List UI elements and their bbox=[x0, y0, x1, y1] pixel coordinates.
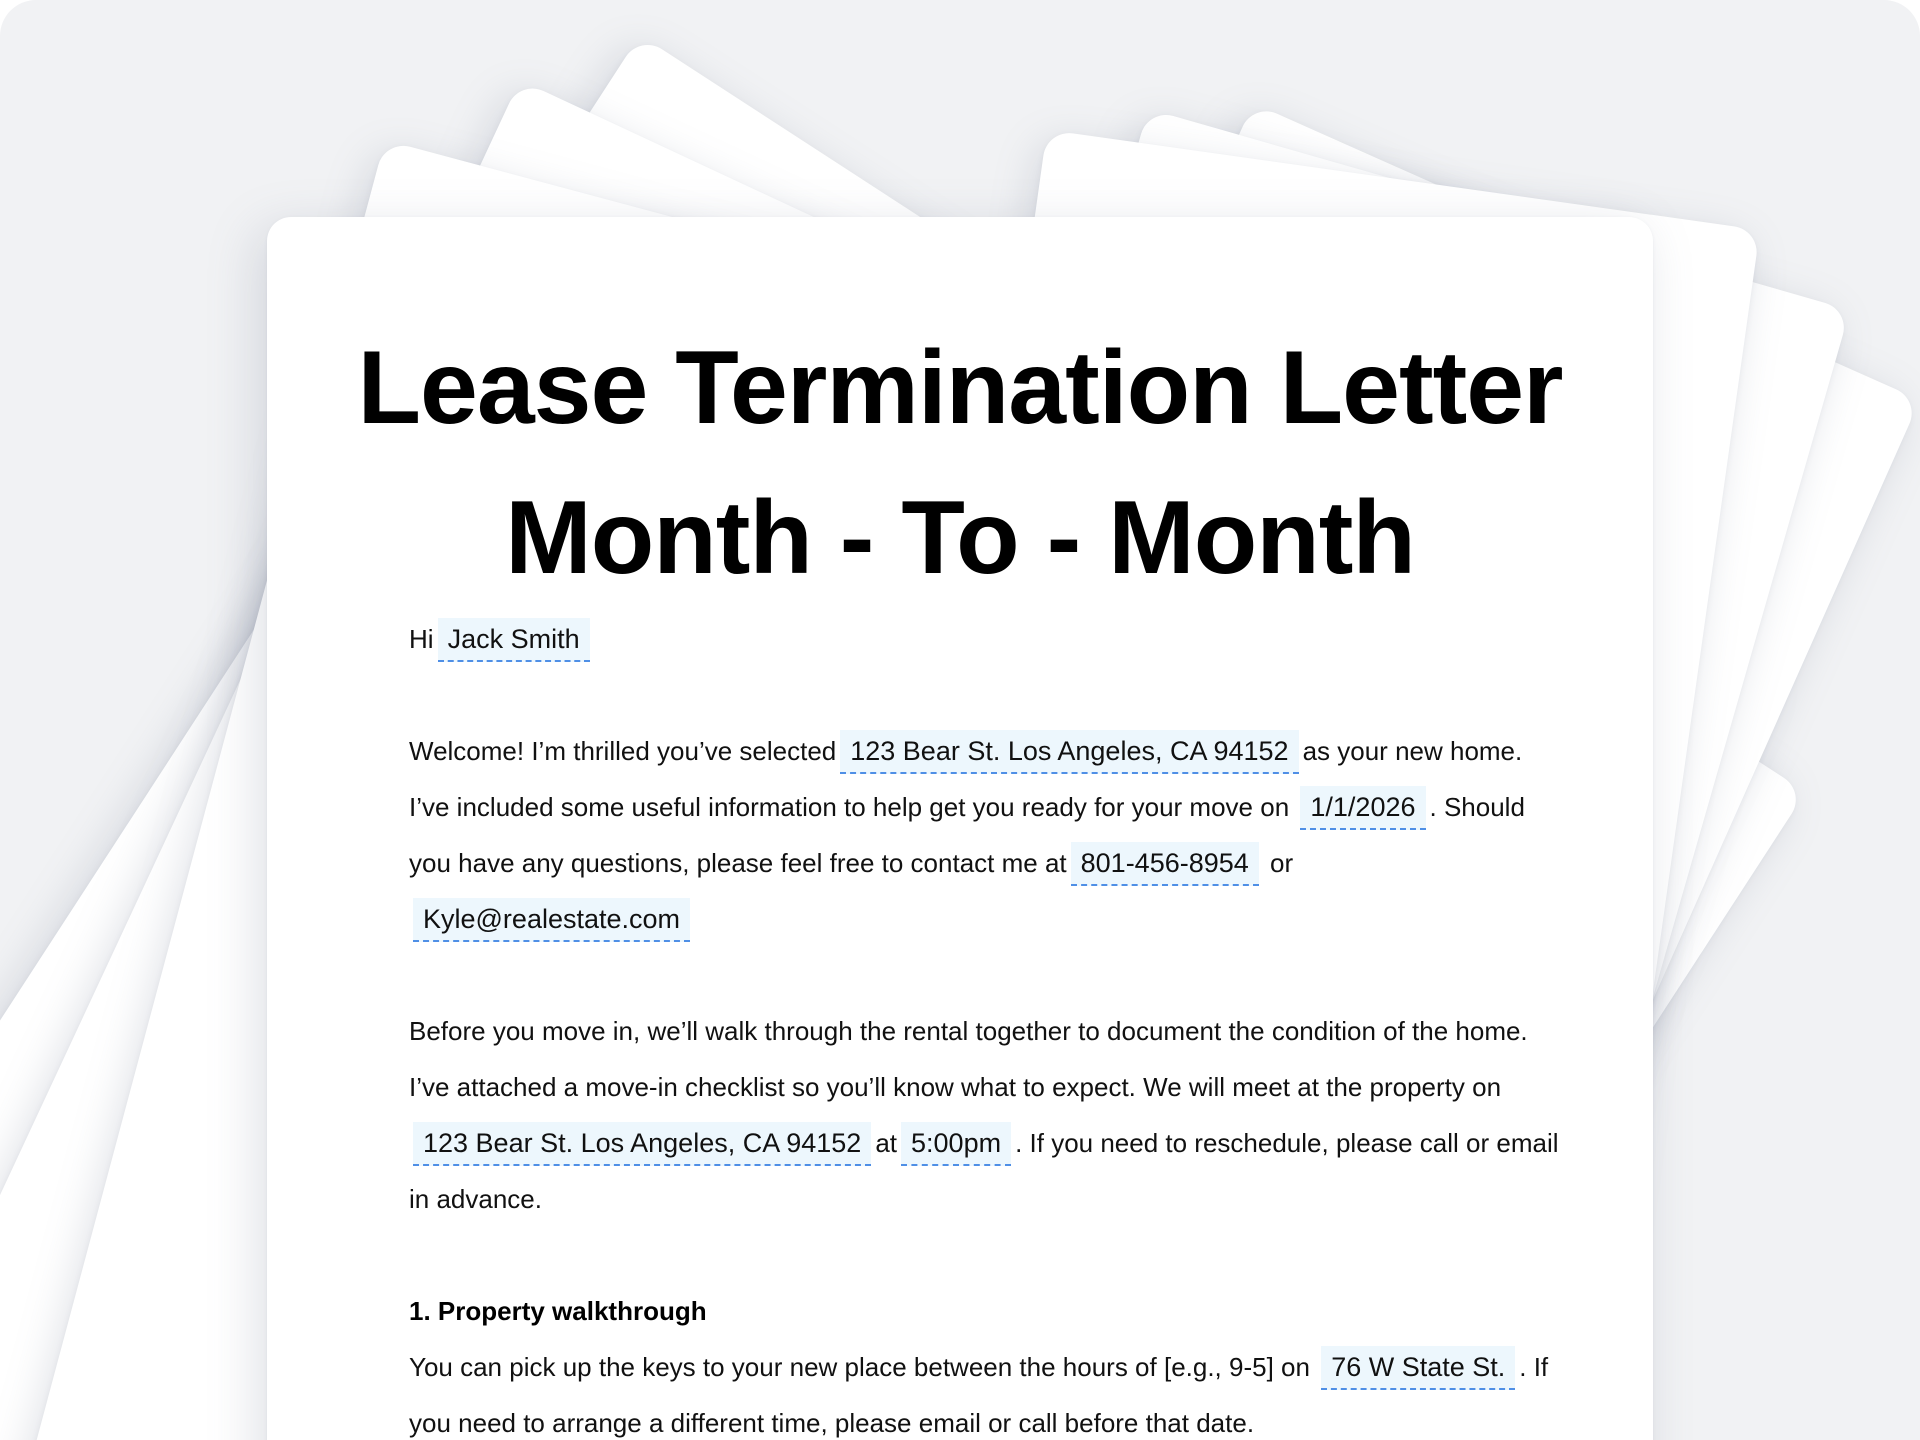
section-heading: 1. Property walkthrough bbox=[409, 1296, 707, 1326]
welcome-paragraph bbox=[409, 723, 1569, 947]
welcome-text: . Should you have any questions, please feel free to contact me at bbox=[409, 792, 1525, 878]
walkthrough-text: . If you need to reschedule, please call or email in advance. bbox=[409, 1128, 1559, 1214]
section-text: . If you need to arrange a different time, please email or call before that date. bbox=[409, 1352, 1549, 1438]
recipient-name-field[interactable]: Jack Smith bbox=[438, 618, 590, 662]
document-body bbox=[409, 611, 1569, 1440]
welcome-text: or bbox=[1270, 848, 1294, 878]
phone-field[interactable]: 801-456-8954 bbox=[1071, 842, 1259, 886]
property-address-field[interactable]: 123 Bear St. Los Angeles, CA 94152 bbox=[840, 730, 1298, 774]
greeting-prefix: Hi bbox=[409, 624, 434, 654]
meeting-time-field[interactable]: 5:00pm bbox=[901, 1122, 1011, 1166]
document-page bbox=[267, 217, 1653, 1440]
email-field[interactable]: Kyle@realestate.com bbox=[413, 898, 690, 942]
welcome-text: as your new home. I’ve included some useful information to help get you ready for your move on bbox=[409, 736, 1523, 822]
walkthrough-text: at bbox=[875, 1128, 898, 1158]
walkthrough-paragraph bbox=[409, 1003, 1569, 1227]
meeting-address-field[interactable]: 123 Bear St. Los Angeles, CA 94152 bbox=[413, 1122, 871, 1166]
title-line-1: Lease Termination Letter bbox=[357, 330, 1563, 446]
move-date-field[interactable]: 1/1/2026 bbox=[1300, 786, 1425, 830]
greeting-paragraph bbox=[409, 611, 1569, 667]
section-1-paragraph bbox=[409, 1339, 1569, 1440]
title-line-2: Month - To - Month bbox=[505, 480, 1415, 596]
section-text: You can pick up the keys to your new place between the hours of [e.g., 9-5] on bbox=[409, 1352, 1310, 1382]
key-pickup-location-field[interactable]: 76 W State St. bbox=[1321, 1346, 1515, 1390]
walkthrough-text: Before you move in, we’ll walk through the rental together to document the condition of the home. I’ve attached a move-in checklist so you’ll know what to expect. We will meet at the property on bbox=[409, 1016, 1528, 1102]
welcome-text: Welcome! I’m thrilled you’ve selected bbox=[409, 736, 837, 766]
document-title bbox=[267, 313, 1653, 613]
